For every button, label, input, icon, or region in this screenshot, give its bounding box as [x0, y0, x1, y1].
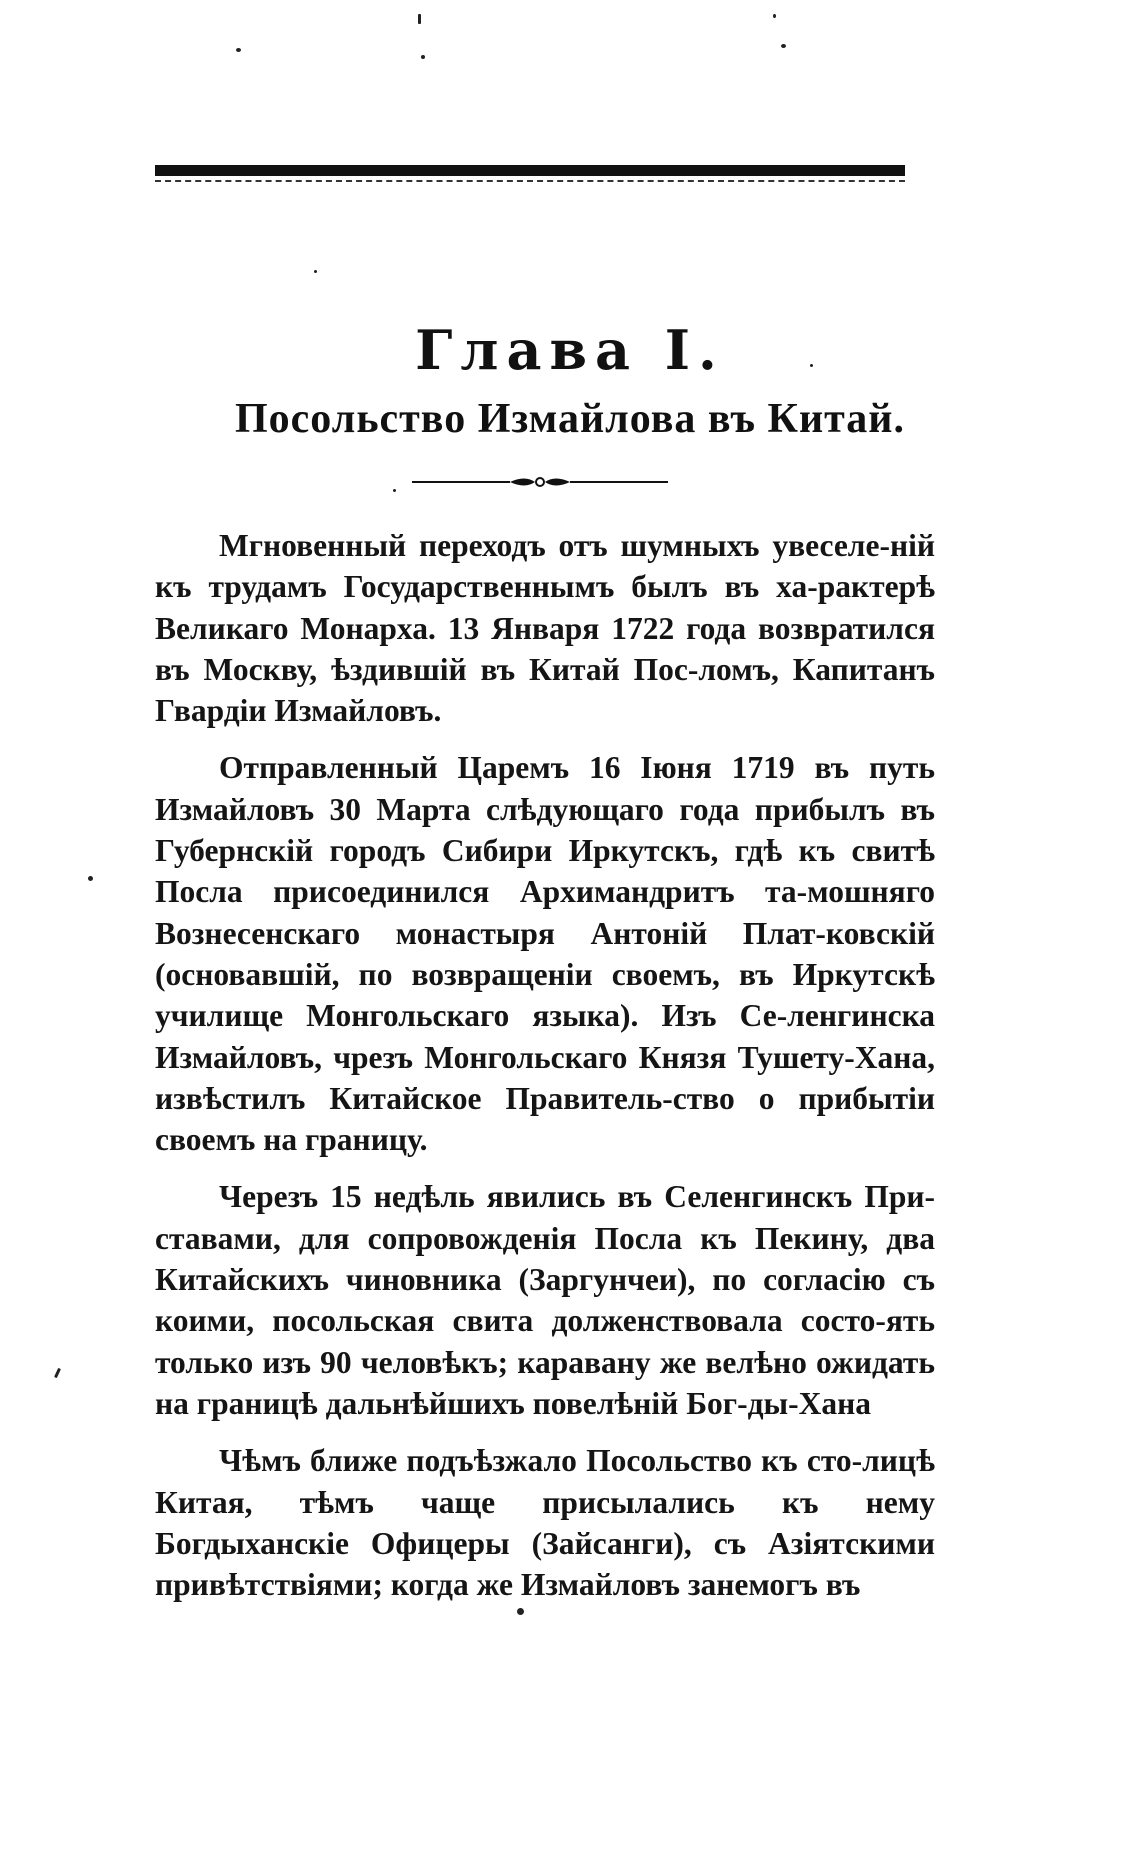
paragraph-2: Отправленный Царемъ 16 Іюня 1719 въ путь Измайловъ 30 Марта слѣдующаго года прибылъ въ Губернскій городъ Сибири Иркутскъ, гдѣ къ свитѣ Посла присоединился Архимандритъ та-мошняго Вознесенскаго монастыря Антоній Плат-ковскій (основавшій, по возвращеніи своемъ, въ Иркутскѣ училище Монгольскаго языка). Изъ Се-ленгинска Измайловъ, чрезъ Монгольскаго Князя Тушету-Хана, извѣстилъ Китайское Правитель-ство о прибытіи своемъ на границу. — [155, 750, 935, 1158]
chapter-subtitle: Посольство Измайлова въ Китай. — [235, 396, 905, 442]
paragraph-1: Мгновенный переходъ отъ шумныхъ увеселе-ній къ трудамъ Государственнымъ былъ въ ха-рактерѣ Великаго Монарха. 13 Января 1722 года возвратился въ Москву, ѣздившій въ Китай Пос-ломъ, Капитанъ Гвардіи Измайловъ. — [155, 528, 935, 729]
top-rule-thick — [155, 165, 905, 176]
body-text — [155, 525, 935, 1621]
paragraph-3: Черезъ 15 недѣль явились въ Селенгинскъ При-ставами, для сопровожденія Посла къ Пекину, два Китайскихъ чиновника (Заргунчеи), по согласію съ коими, посольская свита долженствовала состо-ять только изъ 90 человѣкъ; каравану же велѣно ожидать на границѣ дальнѣйшихъ повелѣній Бог-ды-Хана — [155, 1179, 935, 1421]
paragraph-4: Чѣмъ ближе подъѣзжало Посольство къ сто-лицѣ Китая, тѣмъ чаще присылались къ нему Богдыханскіе Офицеры (Зайсанги), съ Азіятскими привѣтствіями; когда же Измайловъ занемогъ въ — [155, 1443, 935, 1603]
ornament-divider — [410, 472, 670, 492]
top-rule — [155, 165, 905, 182]
chapter-title: Глава I. — [415, 318, 725, 382]
top-rule-thin — [155, 180, 905, 182]
